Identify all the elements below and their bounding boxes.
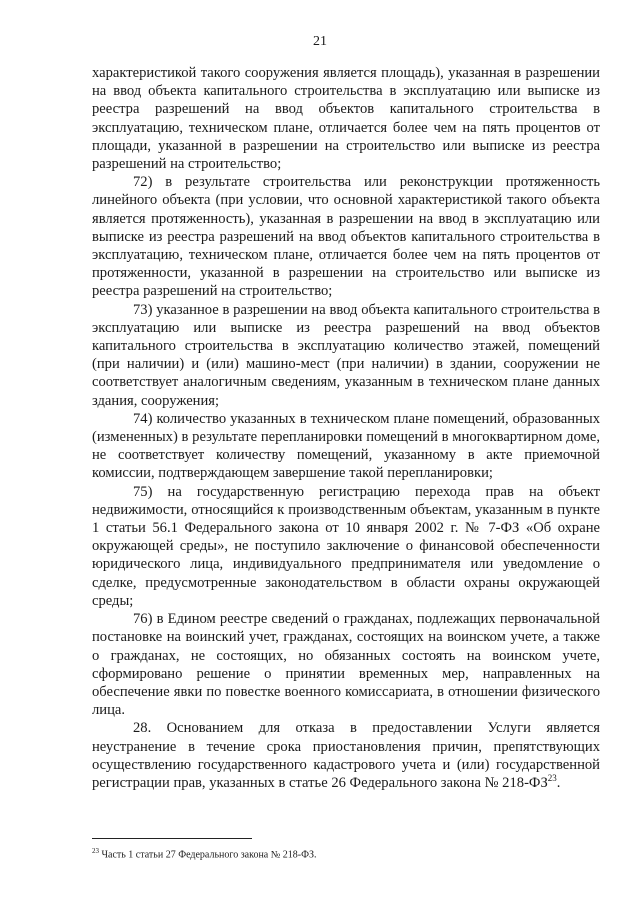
paragraph-item-76: 76) в Едином реестре сведений о гражданах, подлежащих первоначальной постановке на воинский учет, гражданах, состоящих на воинском учете, а также о гражданах, не состоящих, но обязанных состоять на воинском учете, сформировано решение о принятии временных мер, направленных на обеспечение явки по повестке военного комиссариата, в отношении физического лица. bbox=[92, 611, 600, 719]
page-number: 21 bbox=[313, 34, 327, 49]
footnote-reference[interactable]: 23 bbox=[547, 773, 557, 784]
paragraph-item-73: 73) указанное в разрешении на ввод объекта капитального строительства в эксплуатацию или выписке из реестра разрешений на ввод объектов капитального строительства в эксплуатацию количество этажей, помещений (при наличии) и (или) машино-мест (при наличии) в здании, сооружении не соответствует аналогичным сведениям, указанным в техническом плане данных здания, сооружения; bbox=[92, 301, 600, 409]
paragraph-item-75: 75) на государственную регистрацию перехода прав на объект недвижимости, относящийся к производственным объектам, указанным в пункте 1 статьи 56.1 Федерального закона от 10 января 2002 г. № 7-ФЗ «Об охране окружающей среды», не поступило заключение о финансовой обеспеченности юридического лица, индивидуального предпринимателя или уведомление о сделке, предусмотренные законодательством в области охраны окружающей среды; bbox=[92, 483, 600, 609]
document-body bbox=[92, 64, 600, 792]
paragraph-item-28-end: . bbox=[556, 774, 561, 791]
paragraph-item-72: 72) в результате строительства или реконструкции протяженность линейного объекта (при условии, что основной характеристикой такого объекта является протяженность), указанная в разрешении на ввод в эксплуатацию или выписке из реестра разрешений на ввод объектов капитального строительства в эксплуатацию, техническом плане, отличается более чем на пять процентов от протяженности, указанной в разрешении на строительство или выписке из реестра разрешений на строительство; bbox=[92, 174, 600, 300]
paragraph-item-74: 74) количество указанных в техническом плане помещений, образованных (измененных) в результате перепланировки помещений в многоквартирном доме, не соответствует количеству помещений, указанному в акте приемочной комиссии, подтверждающем завершение такой перепланировки; bbox=[92, 410, 600, 482]
paragraph-item-28 bbox=[92, 719, 600, 792]
footnote-separator bbox=[92, 838, 252, 839]
paragraph-item-28-text: 28. Основанием для отказа в предоставлении Услуги является неустранение в течение срока приостановления причин, препятствующих осуществлению государственного кадастрового учета и (или) государственной регистрации прав, указанных в статье 26 Федерального закона № 218-ФЗ bbox=[92, 720, 600, 791]
footnote bbox=[92, 845, 600, 861]
paragraph-continuation: характеристикой такого сооружения является площадь), указанная в разрешении на ввод объекта капитального строительства в эксплуатацию или выписке из реестра разрешений на ввод объектов капитального строительства в эксплуатацию, техническом плане, отличается более чем на пять процентов от площади, указанной в разрешении на строительство или выписке из реестра разрешений на строительство; bbox=[92, 65, 600, 173]
footnote-text: Часть 1 статьи 27 Федерального закона № 218-ФЗ. bbox=[101, 849, 317, 861]
footnote-marker: 23 bbox=[92, 847, 99, 855]
